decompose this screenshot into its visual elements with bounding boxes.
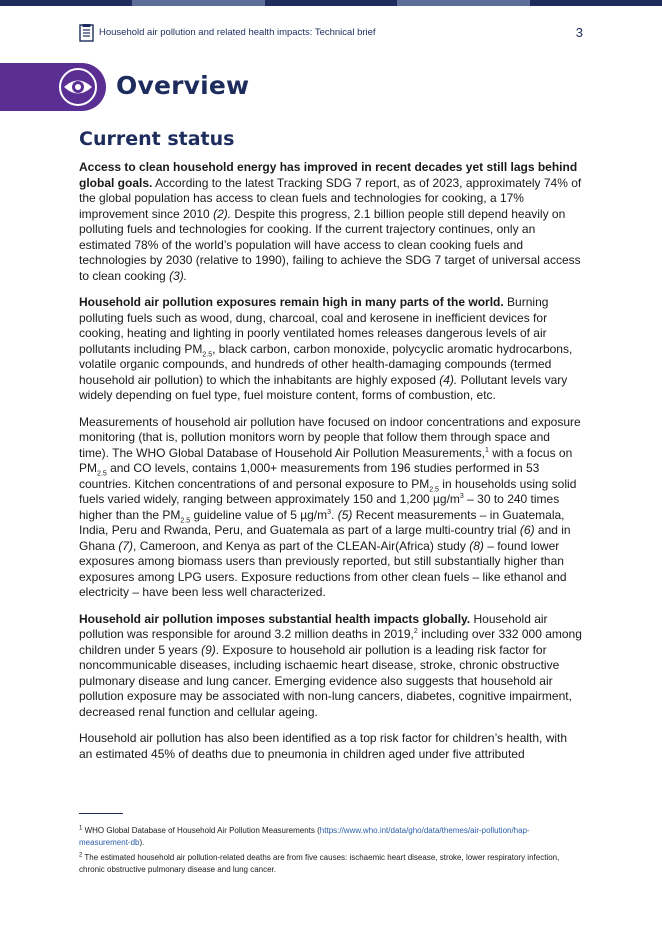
footnote-number: 1: [79, 825, 83, 832]
footnote-text: The estimated household air pollution-related deaths are from five causes: ischaemic heart disease, stroke, lower respiratory infection, chronic obstructive pulmonary disease and lung cancer.: [79, 853, 560, 874]
subscript: 2.5: [202, 350, 213, 358]
text: , black carbon, carbon monoxide, polycyclic aromatic hydrocarbons, volatile organic compounds, and hundreds of other health-damaging compounds (termed household air pollution) to which the inhabitants are highly exposed: [79, 341, 573, 387]
text: , Cameroon, and Kenya as part of the CLEAN-Air(Africa) study: [133, 538, 470, 553]
paragraph: [79, 415, 583, 601]
top-bar-segment: [0, 0, 132, 6]
text: in households using solid fuels varied widely, ranging between approximately 150 and 1,200 µg/m: [79, 476, 577, 506]
text: and in Ghana: [79, 523, 571, 553]
paragraph: [79, 160, 583, 284]
text: Recent measurements – in Guatemala, India, Peru and Rwanda, Peru, and Guatemala as part of a large multi-country trial: [79, 507, 565, 537]
document-title: Household air pollution and related health impacts: Technical brief: [99, 27, 376, 38]
text: Pollutant levels vary widely depending on fuel type, fuel moisture content, forms of combustion, etc.: [79, 372, 568, 402]
footnote-link[interactable]: https://www.who.int/data/gho/data/themes/air-pollution/hap-measurement-db: [79, 826, 530, 847]
text: Household air pollution has also been identified as a top risk factor for children’s health, with an estimated 45% of deaths due to pneumonia in children aged under five attributed: [79, 731, 568, 761]
footnote-text: WHO Global Database of Household Air Pollution Measurements (: [82, 826, 320, 835]
text: . Exposure to household air pollution is a leading risk factor for noncommunicable diseases, including ischaemic heart disease, stroke, chronic obstructive pulmonary disease and lung cancer. Emerging evidence also suggests that household air pollution exposure may be associated with non-lung cancers, diabetes, cognitive impairment, decreased renal function and cellular ageing.: [79, 642, 572, 719]
text: with a focus on PM: [79, 445, 573, 475]
footnote-divider: [79, 813, 123, 814]
paragraph-lead: Household air pollution imposes substantial health impacts globally.: [79, 611, 471, 626]
text: guideline value of 5 µg/m: [190, 507, 328, 522]
top-bar-segment: [397, 0, 529, 6]
text: including over 332 000 among children under 5 years: [79, 627, 582, 657]
paragraph: [79, 731, 583, 762]
footnote-text: ).: [139, 837, 145, 847]
footnote-number: 2: [79, 852, 83, 859]
page-number: 3: [575, 25, 583, 40]
citation: (8): [469, 538, 484, 553]
citation: (6): [519, 523, 535, 537]
paragraph: [79, 612, 583, 721]
superscript: 3: [459, 493, 464, 500]
text: Despite this progress, 2.1 billion people still depend heavily on polluting fuels and technologies for cooking. If the current trajectory continues, only an estimated 78% of the world’s population will have access to clean cooking fuels and technologies by 2030 (relative to 1990), failing to achieve the SDG 7 target of universal access to clean cooking: [79, 206, 581, 283]
text: – 30 to 240 times higher than the PM: [79, 492, 560, 522]
subscript: 2.5: [97, 470, 107, 478]
citation: (4).: [439, 372, 458, 387]
text: Burning polluting fuels such as wood, dung, charcoal, coal and kerosene in inefficient devices for cooking, heating and lighting in poorly ventilated homes releases dangerous levels of air pollutants including PM: [79, 295, 549, 356]
citation: (2).: [213, 206, 232, 221]
superscript: 3: [327, 508, 332, 516]
section-title: Overview: [116, 71, 250, 100]
footnote: [79, 825, 579, 848]
text: Household air pollution was responsible for around 3.2 million deaths in 2019,: [79, 611, 548, 641]
paragraph-lead: Access to clean household energy has improved in recent decades yet still lags behind global goals.: [79, 160, 578, 190]
top-bar-segment: [265, 0, 397, 6]
paragraph: [79, 295, 583, 404]
footnotes: [79, 825, 579, 879]
citation: (9): [201, 642, 216, 657]
top-bar-segment: [132, 0, 264, 6]
text: .: [331, 507, 338, 522]
paragraph-lead: Household air pollution exposures remain high in many parts of the world.: [79, 295, 504, 309]
section-banner: [0, 63, 106, 111]
footnote-ref[interactable]: 1: [484, 446, 489, 454]
footnote: [79, 852, 579, 875]
document-icon: [79, 24, 94, 42]
subscript: 2.5: [180, 516, 191, 524]
top-color-bar: [0, 0, 662, 6]
top-bar-segment: [530, 0, 662, 6]
text: According to the latest Tracking SDG 7 report, as of 2023, approximately 74% of the global population has access to clean fuels and technologies for cooking, a 17% improvement since 2010: [79, 175, 582, 221]
text: – found lower exposures among biomass users than previously reported, but still substantially higher than exposures among LPG users. Exposure reductions from other clean fuels – like ethanol and electricity – have been less well characterized.: [79, 538, 567, 599]
citation: (5): [337, 507, 353, 522]
text: and CO levels, contains 1,000+ measurements from 196 studies performed in 53 countries. Kitchen concentrations of and personal exposure to PM: [79, 461, 540, 491]
page-header: [79, 24, 583, 44]
eye-icon: [58, 67, 98, 107]
subheading: Current status: [79, 128, 235, 150]
citation: (3).: [169, 268, 188, 283]
citation: (7): [118, 538, 134, 553]
subscript: 2.5: [429, 485, 439, 493]
text: Measurements of household air pollution have focused on indoor concentrations and exposure monitoring (that is, pollution monitors worn by people that follow them through space and time). The WHO Global Database of Household Air Pollution Measurements,: [79, 414, 581, 460]
footnote-ref[interactable]: 2: [413, 628, 418, 635]
body-text: [79, 160, 583, 773]
